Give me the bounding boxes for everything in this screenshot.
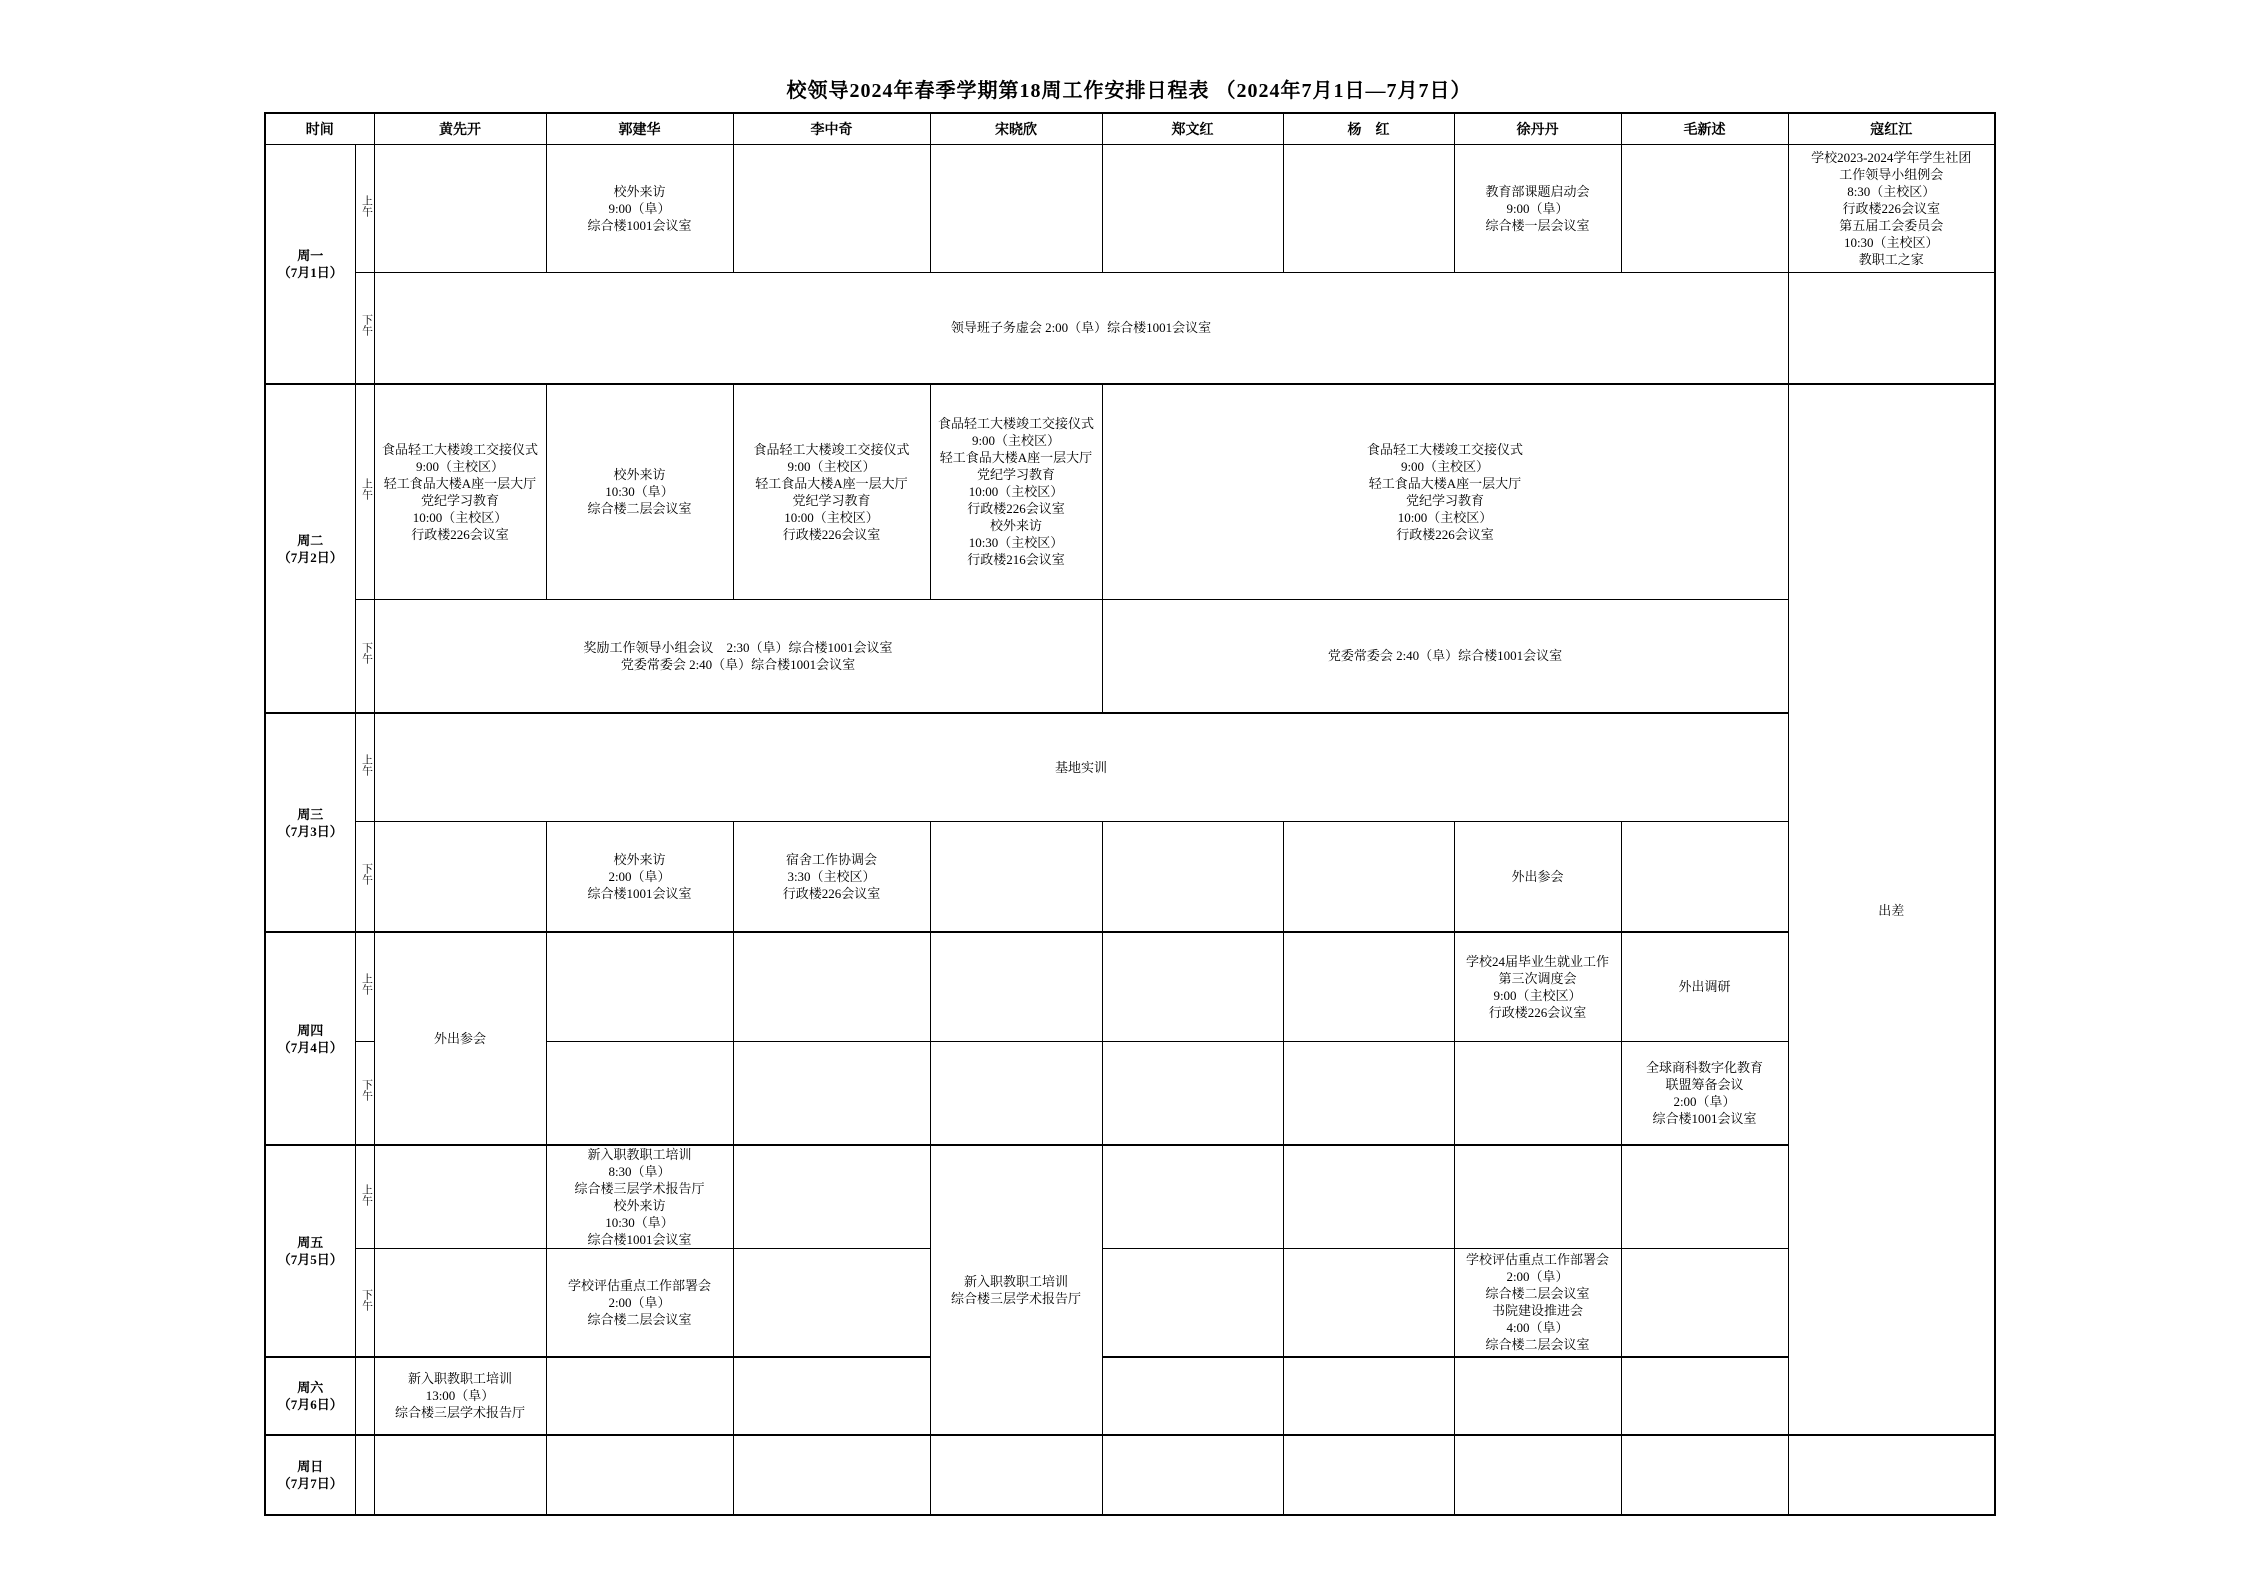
day-label-friday: 周五 （7月5日）: [265, 1145, 355, 1357]
schedule-cell: [1102, 1357, 1283, 1435]
schedule-cell: [1454, 1041, 1621, 1145]
day-label-monday: 周一 （7月1日）: [265, 144, 355, 384]
ampm-label: 下午: [355, 1041, 374, 1145]
schedule-cell: 领导班子务虚会 2:00（阜）综合楼1001会议室: [374, 272, 1788, 384]
schedule-cell: [1621, 1145, 1788, 1249]
schedule-cell: 校外来访 9:00（阜） 综合楼1001会议室: [546, 144, 733, 272]
schedule-cell: 食品轻工大楼竣工交接仪式 9:00（主校区） 轻工食品大楼A座一层大厅 党纪学习教育 10:00（主校区） 行政楼226会议室: [1102, 384, 1788, 599]
schedule-cell: [1283, 821, 1454, 932]
schedule-cell: [1283, 932, 1454, 1041]
schedule-cell: 新入职教职工培训 8:30（阜） 综合楼三层学术报告厅 校外来访 10:30（阜） 综合楼1001会议室: [546, 1145, 733, 1249]
schedule-cell: [1283, 1249, 1454, 1357]
schedule-cell: [733, 1041, 930, 1145]
schedule-cell: [733, 1145, 930, 1249]
schedule-cell: [1621, 144, 1788, 272]
ampm-label: [355, 1357, 374, 1435]
ampm-label: 上午: [355, 144, 374, 272]
column-header-guojianhua: 郭建华: [546, 113, 733, 144]
schedule-row: [265, 932, 1995, 1041]
schedule-cell: 新入职教职工培训 13:00（阜） 综合楼三层学术报告厅: [374, 1357, 546, 1435]
time-header: 时间: [265, 113, 374, 144]
column-header-songxiaoxin: 宋晓欣: [930, 113, 1102, 144]
schedule-cell: 宿舍工作协调会 3:30（主校区） 行政楼226会议室: [733, 821, 930, 932]
ampm-label: 上午: [355, 384, 374, 599]
ampm-label: 上午: [355, 1145, 374, 1249]
schedule-cell: 校外来访 10:30（阜） 综合楼二层会议室: [546, 384, 733, 599]
column-header-kouhongjiang: 寇红江: [1788, 113, 1995, 144]
schedule-cell: [1283, 1145, 1454, 1249]
schedule-cell: 基地实训: [374, 713, 1788, 821]
ampm-label: 下午: [355, 599, 374, 713]
schedule-row: [265, 384, 1995, 599]
schedule-cell: [546, 1357, 733, 1435]
day-label-wednesday: 周三 （7月3日）: [265, 713, 355, 932]
schedule-cell: 学校评估重点工作部署会 2:00（阜） 综合楼二层会议室: [546, 1249, 733, 1357]
schedule-cell: [733, 144, 930, 272]
schedule-cell: [1283, 144, 1454, 272]
schedule-row: [265, 144, 1995, 272]
schedule-cell: [1102, 1041, 1283, 1145]
schedule-cell: [1454, 1435, 1621, 1515]
schedule-cell: 食品轻工大楼竣工交接仪式 9:00（主校区） 轻工食品大楼A座一层大厅 党纪学习教育 10:00（主校区） 行政楼226会议室: [733, 384, 930, 599]
schedule-cell: [930, 1435, 1102, 1515]
schedule-row: [265, 1249, 1995, 1357]
schedule-cell: [374, 1249, 546, 1357]
schedule-cell: [546, 932, 733, 1041]
schedule-cell: [930, 821, 1102, 932]
schedule-cell: [1621, 1435, 1788, 1515]
schedule-cell: 学校24届毕业生就业工作 第三次调度会 9:00（主校区） 行政楼226会议室: [1454, 932, 1621, 1041]
column-header-huangxiankai: 黄先开: [374, 113, 546, 144]
schedule-cell: [1454, 1145, 1621, 1249]
day-label-thursday: 周四 （7月4日）: [265, 932, 355, 1145]
schedule-cell: [1788, 272, 1995, 384]
schedule-cell: [1621, 1357, 1788, 1435]
day-label-sunday: 周日 （7月7日）: [265, 1435, 355, 1515]
schedule-cell: [1788, 1435, 1995, 1515]
schedule-cell: [1102, 1145, 1283, 1249]
schedule-cell: [1283, 1041, 1454, 1145]
schedule-table: [264, 112, 1996, 1516]
business-trip-cell: 出差: [1788, 384, 1995, 1435]
schedule-cell: [930, 144, 1102, 272]
schedule-row: [265, 599, 1995, 713]
day-label-saturday: 周六 （7月6日）: [265, 1357, 355, 1435]
schedule-cell: 外出参会: [1454, 821, 1621, 932]
schedule-cell: 教育部课题启动会 9:00（阜） 综合楼一层会议室: [1454, 144, 1621, 272]
schedule-cell: [546, 1435, 733, 1515]
schedule-cell: 学校评估重点工作部署会 2:00（阜） 综合楼二层会议室 书院建设推进会 4:00（阜） 综合楼二层会议室: [1454, 1249, 1621, 1357]
schedule-cell: 新入职教职工培训 综合楼三层学术报告厅: [930, 1145, 1102, 1435]
schedule-row: [265, 821, 1995, 932]
schedule-cell: 学校2023-2024学年学生社团 工作领导小组例会 8:30（主校区） 行政楼226会议室 第五届工会委员会 10:30（主校区） 教职工之家: [1788, 144, 1995, 272]
schedule-cell: 外出参会: [374, 932, 546, 1145]
schedule-row: [265, 272, 1995, 384]
schedule-cell: 外出调研: [1621, 932, 1788, 1041]
schedule-cell: 奖励工作领导小组会议 2:30（阜）综合楼1001会议室 党委常委会 2:40（阜）综合楼1001会议室: [374, 599, 1102, 713]
schedule-cell: 校外来访 2:00（阜） 综合楼1001会议室: [546, 821, 733, 932]
schedule-row: [265, 713, 1995, 821]
ampm-label: [355, 1435, 374, 1515]
schedule-cell: [1621, 1249, 1788, 1357]
schedule-row: [265, 1357, 1995, 1435]
column-header-lizhongqi: 李中奇: [733, 113, 930, 144]
schedule-cell: [1102, 144, 1283, 272]
schedule-cell: [1102, 821, 1283, 932]
schedule-row: [265, 1435, 1995, 1515]
ampm-label: 下午: [355, 821, 374, 932]
schedule-cell: [374, 1435, 546, 1515]
column-header-maoxinshu: 毛新述: [1621, 113, 1788, 144]
schedule-cell: [1621, 821, 1788, 932]
schedule-cell: [1283, 1435, 1454, 1515]
schedule-cell: [1102, 932, 1283, 1041]
schedule-cell: 食品轻工大楼竣工交接仪式 9:00（主校区） 轻工食品大楼A座一层大厅 党纪学习教育 10:00（主校区） 行政楼226会议室 校外来访 10:30（主校区） 行政楼216会议室: [930, 384, 1102, 599]
page-title: 校领导2024年春季学期第18周工作安排日程表 （2024年7月1日—7月7日）: [786, 80, 1472, 102]
schedule-cell: 全球商科数字化教育 联盟筹备会议 2:00（阜） 综合楼1001会议室: [1621, 1041, 1788, 1145]
schedule-cell: [1283, 1357, 1454, 1435]
schedule-cell: [374, 144, 546, 272]
ampm-label: 下午: [355, 272, 374, 384]
schedule-cell: [1102, 1249, 1283, 1357]
schedule-cell: [374, 821, 546, 932]
schedule-cell: 党委常委会 2:40（阜）综合楼1001会议室: [1102, 599, 1788, 713]
schedule-cell: [546, 1041, 733, 1145]
column-header-xudandan: 徐丹丹: [1454, 113, 1621, 144]
ampm-label: 上午: [355, 932, 374, 1041]
schedule-cell: 食品轻工大楼竣工交接仪式 9:00（主校区） 轻工食品大楼A座一层大厅 党纪学习教育 10:00（主校区） 行政楼226会议室: [374, 384, 546, 599]
schedule-cell: [733, 1249, 930, 1357]
schedule-row: [265, 1145, 1995, 1249]
header-row: [265, 113, 1995, 144]
day-label-tuesday: 周二 （7月2日）: [265, 384, 355, 713]
ampm-label: 下午: [355, 1249, 374, 1357]
schedule-cell: [930, 1041, 1102, 1145]
column-header-yanghong: 杨 红: [1283, 113, 1454, 144]
schedule-cell: [374, 1145, 546, 1249]
schedule-cell: [1102, 1435, 1283, 1515]
schedule-cell: [733, 932, 930, 1041]
schedule-cell: [733, 1357, 930, 1435]
schedule-cell: [930, 932, 1102, 1041]
schedule-cell: [1454, 1357, 1621, 1435]
schedule-cell: [733, 1435, 930, 1515]
column-header-zhengwenhong: 郑文红: [1102, 113, 1283, 144]
ampm-label: 上午: [355, 713, 374, 821]
